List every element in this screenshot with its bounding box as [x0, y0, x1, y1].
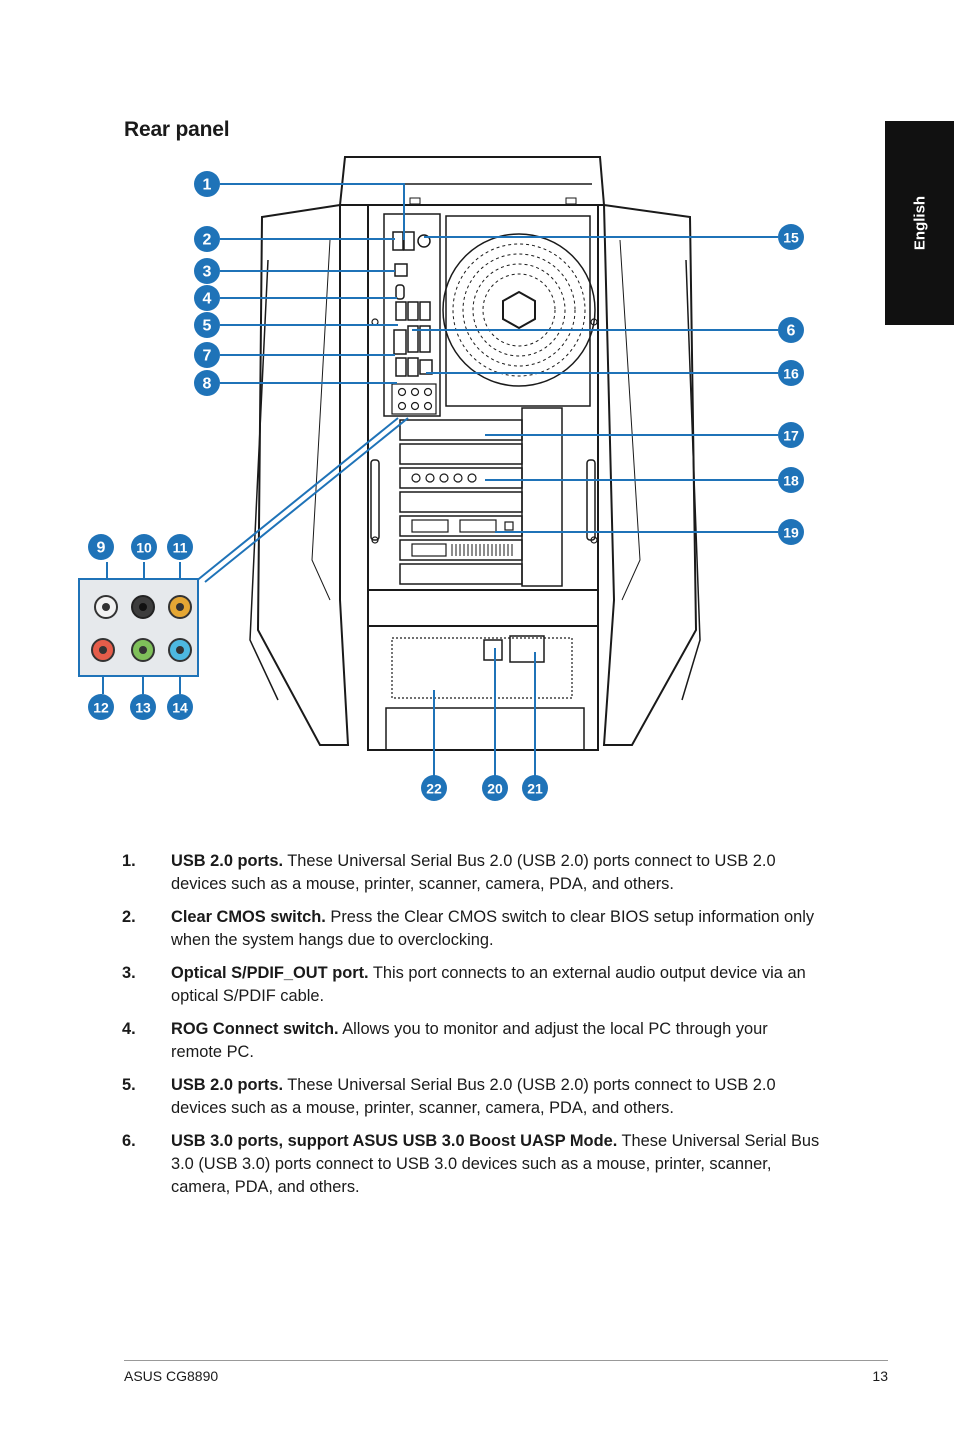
rear-panel-diagram — [0, 140, 954, 820]
callout-number: 19 — [783, 524, 799, 541]
language-tab-label: English — [911, 195, 928, 251]
page-title: Rear panel — [124, 118, 230, 141]
callout-marker — [88, 694, 114, 720]
callout-number: 8 — [202, 375, 212, 393]
callout-marker — [778, 467, 804, 493]
callout-marker — [194, 342, 220, 368]
callout-number: 22 — [426, 780, 442, 797]
callout-number: 20 — [487, 780, 503, 797]
callout-marker — [167, 534, 193, 560]
callout-number: 5 — [202, 317, 212, 335]
callout-number: 12 — [93, 699, 109, 716]
item-term: USB 3.0 ports, support ASUS USB 3.0 Boost UASP Mode. — [171, 1132, 618, 1150]
callout-number: 3 — [202, 263, 212, 281]
audio-port-inset — [79, 579, 198, 676]
port-description-list — [122, 850, 822, 1209]
callout-marker — [482, 775, 508, 801]
item-description: This port connects to an external audio output device via an optical S/PDIF cable. — [171, 964, 806, 1005]
item-term: USB 2.0 ports. — [171, 852, 284, 870]
item-description: These Universal Serial Bus 3.0 (USB 3.0) ports connect to USB 3.0 devices such as a mouse, printer, scanner, camera, PDA, and others. — [171, 1132, 820, 1196]
callout-number: 18 — [783, 472, 799, 489]
footer-divider — [124, 1360, 888, 1361]
callout-marker — [778, 360, 804, 386]
list-item — [122, 1130, 822, 1199]
item-term: Clear CMOS switch. — [171, 908, 326, 926]
callout-marker — [421, 775, 447, 801]
case-illustration — [250, 157, 700, 750]
callout-marker — [778, 317, 804, 343]
callout-marker — [194, 258, 220, 284]
item-description: Allows you to monitor and adjust the local PC through your remote PC. — [171, 1020, 768, 1061]
callout-number: 15 — [783, 229, 799, 246]
callout-marker — [130, 694, 156, 720]
footer-page-number: 13 — [872, 1368, 888, 1384]
callout-number: 2 — [202, 231, 212, 249]
callout-marker — [167, 694, 193, 720]
callout-marker — [194, 370, 220, 396]
item-description: Press the Clear CMOS switch to clear BIOS setup information only when the system hangs due to overclocking. — [171, 908, 815, 949]
callout-marker — [88, 534, 114, 560]
item-number: 1. — [122, 852, 136, 870]
item-number: 6. — [122, 1132, 136, 1150]
list-item — [122, 906, 822, 952]
callout-number: 11 — [172, 539, 188, 556]
item-number: 2. — [122, 908, 136, 926]
callout-marker — [194, 171, 220, 197]
callout-number: 6 — [786, 322, 796, 340]
list-item — [122, 1074, 822, 1120]
callout-marker — [194, 226, 220, 252]
callout-marker — [194, 312, 220, 338]
item-term: Optical S/PDIF_OUT port. — [171, 964, 369, 982]
item-term: ROG Connect switch. — [171, 1020, 339, 1038]
callout-marker — [194, 285, 220, 311]
callout-marker — [778, 224, 804, 250]
callout-number: 10 — [136, 539, 152, 556]
callout-number: 13 — [135, 699, 151, 716]
list-item — [122, 962, 822, 1008]
item-number: 4. — [122, 1020, 136, 1038]
callout-marker — [522, 775, 548, 801]
callout-number: 16 — [783, 365, 799, 382]
footer-product-name: ASUS CG8890 — [124, 1368, 219, 1384]
callout-marker — [778, 519, 804, 545]
item-term: USB 2.0 ports. — [171, 1076, 284, 1094]
callout-marker — [131, 534, 157, 560]
item-number: 3. — [122, 964, 136, 982]
callout-number: 9 — [96, 539, 106, 557]
callout-number: 1 — [202, 176, 212, 194]
callout-number: 21 — [527, 780, 543, 797]
list-item — [122, 850, 822, 896]
callout-number: 4 — [202, 290, 212, 308]
item-description: These Universal Serial Bus 2.0 (USB 2.0) ports connect to USB 2.0 devices such as a mouse, printer, scanner, camera, PDA, and others. — [171, 1076, 776, 1117]
item-number: 5. — [122, 1076, 136, 1094]
item-description: These Universal Serial Bus 2.0 (USB 2.0) ports connect to USB 2.0 devices such as a mouse, printer, scanner, camera, PDA, and others. — [171, 852, 776, 893]
callout-number: 17 — [783, 427, 799, 444]
callout-number: 7 — [202, 347, 212, 365]
callout-marker — [778, 422, 804, 448]
callout-number: 14 — [172, 699, 188, 716]
list-item — [122, 1018, 822, 1064]
